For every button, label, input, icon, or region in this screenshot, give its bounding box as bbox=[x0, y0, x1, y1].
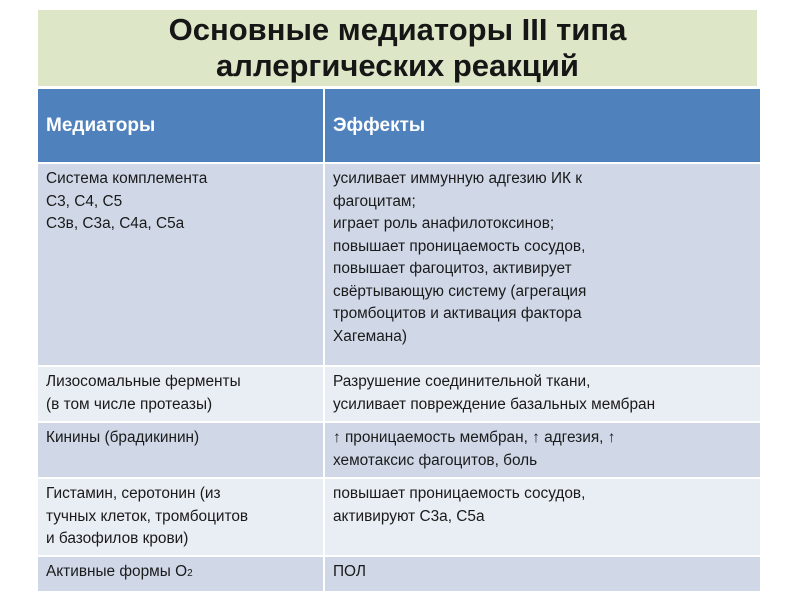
cell-line: хемотаксис фагоцитов, боль bbox=[333, 451, 538, 469]
cell-line: свёртывающую систему (агрегация bbox=[333, 282, 587, 300]
table-header-row bbox=[38, 89, 760, 163]
table-row bbox=[38, 556, 760, 591]
mediator-cell bbox=[38, 478, 324, 556]
cell-line: активируют С3а, С5а bbox=[333, 507, 485, 525]
title-line-2: аллергических реакций bbox=[216, 48, 579, 83]
table-row bbox=[38, 478, 760, 556]
cell-line: Разрушение соединительной ткани, bbox=[333, 373, 591, 390]
cell-line: ПОЛ bbox=[333, 563, 366, 580]
cell-line: усиливает повреждение базальных мембран bbox=[333, 395, 656, 413]
cell-line: усиливает иммунную адгезию ИК к bbox=[333, 170, 583, 187]
mediator-cell bbox=[38, 556, 324, 591]
column-header-mediators: Медиаторы bbox=[38, 89, 324, 163]
cell-line: повышает проницаемость сосудов, bbox=[333, 485, 586, 502]
title-banner bbox=[38, 10, 757, 86]
effect-cell bbox=[324, 163, 760, 366]
cell-line: играет роль анафилотоксинов; bbox=[333, 215, 555, 232]
subscript: 2 bbox=[187, 568, 193, 579]
cell-line: Кинины (брадикинин) bbox=[46, 429, 200, 446]
cell-line: ↑ проницаемость мембран, ↑ адгезия, ↑ bbox=[333, 429, 616, 446]
cell-line: (в том числе протеазы) bbox=[46, 395, 213, 413]
mediator-cell bbox=[38, 422, 324, 478]
mediator-cell bbox=[38, 163, 324, 366]
effect-cell bbox=[324, 366, 760, 422]
title-line-1: Основные медиаторы III типа bbox=[168, 12, 627, 47]
cell-line: повышает фагоцитоз, активирует bbox=[333, 260, 572, 277]
effect-cell bbox=[324, 478, 760, 556]
cell-line: Система комплемента bbox=[46, 170, 208, 187]
mediators-table-container bbox=[38, 89, 760, 591]
cell-line: С3, С4, С5 bbox=[46, 192, 123, 210]
column-header-effects: Эффекты bbox=[324, 89, 760, 163]
cell-line: фагоцитам; bbox=[333, 192, 416, 210]
table-row bbox=[38, 366, 760, 422]
cell-line: тучных клеток, тромбоцитов bbox=[46, 507, 249, 525]
effect-cell bbox=[324, 422, 760, 478]
table-row bbox=[38, 422, 760, 478]
cell-line: С3в, С3а, С4а, С5а bbox=[46, 215, 185, 232]
cell-line: тромбоцитов и активация фактора bbox=[333, 305, 582, 322]
page-title bbox=[38, 12, 757, 84]
mediators-table bbox=[38, 89, 760, 591]
cell-line: Хагемана) bbox=[333, 327, 407, 345]
cell-line: Лизосомальные ферменты bbox=[46, 373, 241, 390]
cell-line: Гистамин, серотонин (из bbox=[46, 485, 221, 502]
mediator-cell bbox=[38, 366, 324, 422]
cell-line: и базофилов крови) bbox=[46, 530, 189, 547]
cell-line bbox=[46, 561, 315, 586]
effect-cell bbox=[324, 556, 760, 591]
mediator-text: Активные формы О bbox=[46, 563, 188, 580]
table-row bbox=[38, 163, 760, 366]
cell-line: повышает проницаемость сосудов, bbox=[333, 237, 586, 255]
